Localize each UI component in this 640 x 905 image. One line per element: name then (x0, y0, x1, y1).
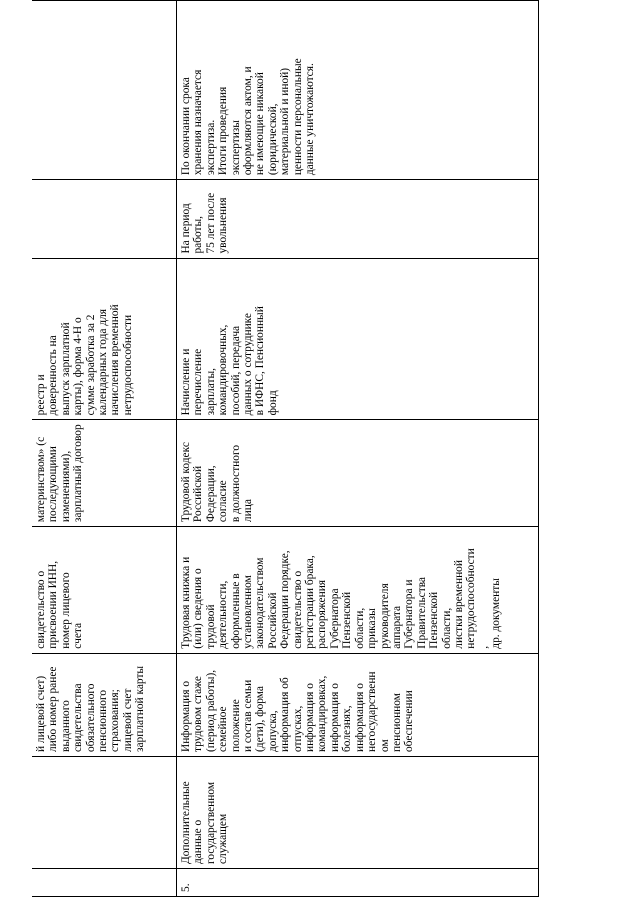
table-row (32, 1, 177, 897)
processing-purpose: реестр и доверенность на выпуск зарплатной карты), форма 4-Н о сумме заработка за 2 календарных года для начисления временной нетрудоспособности (32, 258, 177, 420)
personal-data-table (32, 0, 539, 897)
storage-period (32, 180, 177, 258)
destruction-procedure (32, 1, 177, 180)
data-content: Информация о трудовом стаже (период работы), семейное положение и состав семьи (дети), форма допуска, информация об отпусках, информация о командировках, информация о болезнях, информация о негосударственн ом пенсионном обеспечении (177, 653, 539, 756)
data-content: й лицевой счет) либо номер ранее выданного свидетельства обязательного пенсионного страхования; лицевой счет зарплатной карты (32, 653, 177, 756)
row-number: 5. (177, 869, 539, 897)
legal-basis: Трудовой кодекс Российской Федерации, согласие в должностного лица (177, 420, 539, 527)
source-documents: Трудовая книжка и (или) сведения о трудовой деятельности, оформленные в установленном законодательством Российской Федерации порядке, свидетельство о регистрации брака, распоряжения Губернатора Пензенской области, приказы руководителя аппарата Губернатора и Правительства Пензенской области, листки временной нетрудоспособности , др. документы (177, 527, 539, 654)
destruction-procedure: По окончании срока хранения назначается экспертиза. Итоги проведения экспертизы оформляются актом, и не имеющие никакой (юридической, материальной и иной) ценности персональные данные уничтожаются. (177, 1, 539, 180)
data-category: Дополнительные данные о государственном служащем (177, 757, 539, 869)
source-documents: свидетельство о присвоении ИНН, номер лицевого счета (32, 527, 177, 654)
storage-period: На период работы, 75 лет после увольнения (177, 180, 539, 258)
row-number (32, 869, 177, 897)
processing-purpose: Начисление и перечисление зарплаты, командировочных, пособий, передача данных о сотруднике в ИФНС, Пенсионный фонд (177, 258, 539, 420)
table-row (177, 1, 539, 897)
data-category (32, 757, 177, 869)
legal-basis: материнством» (с последующими изменениями), зарплатный договор (32, 420, 177, 527)
